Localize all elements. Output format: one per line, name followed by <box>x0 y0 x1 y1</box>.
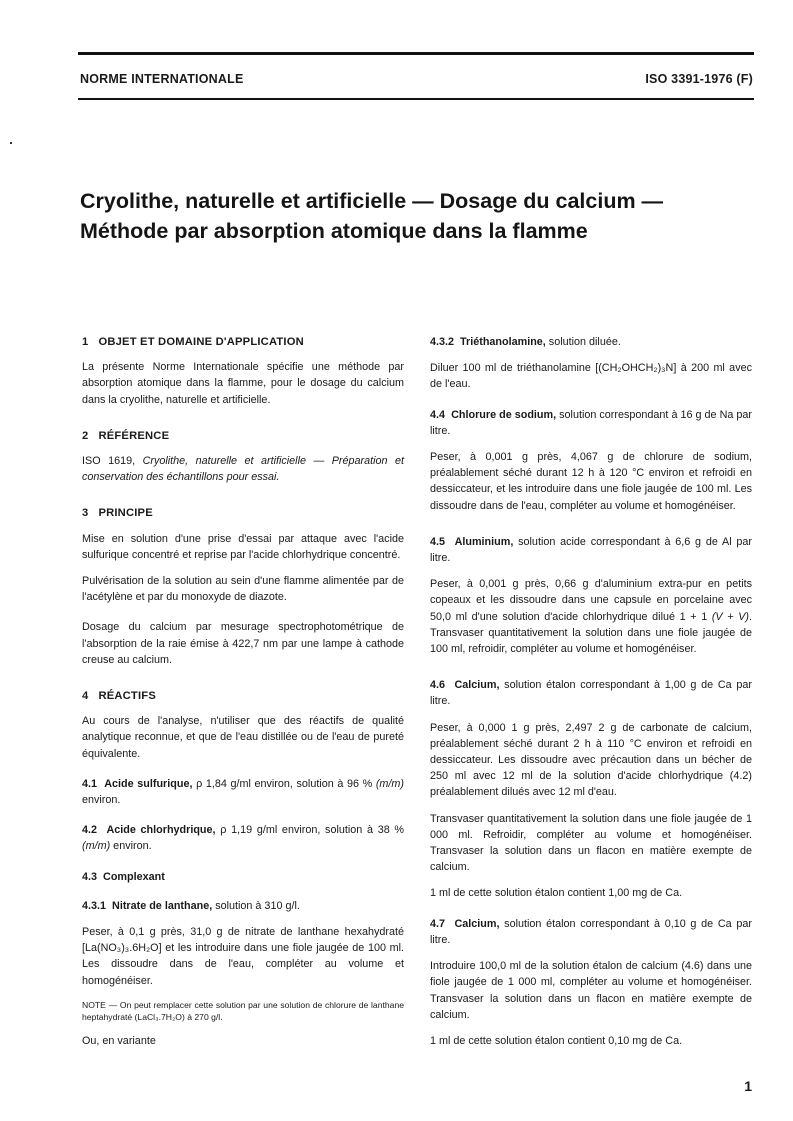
section-1-text: La présente Norme Internationale spécifie une méthode par absorption atomique dans la flamme, pour le dosage du calcium dans la cryolithe, naturelle et artificielle. <box>82 361 404 406</box>
section-2-text: ISO 1619, Cryolithe, naturelle et artificielle — Préparation et conservation des échantillons pour essai. <box>82 455 404 484</box>
variante-text: Ou, en variante <box>82 1034 156 1047</box>
page-number: 1 <box>744 1078 752 1094</box>
reagent-4-3-2: 4.3.2 Triéthanolamine, solution diluée. <box>430 336 621 348</box>
section-3-para-2: Pulvérisation de la solution au sein d'une flamme alimentée par de l'acétylène et par du monoxyde de diazote. <box>82 575 404 604</box>
reagent-4-4: 4.4 Chlorure de sodium, solution correspondant à 16 g de Na par litre. <box>430 408 753 437</box>
reagent-4-3-heading: 4.3 Complexant <box>82 870 165 883</box>
reagent-4-5-text: Peser, à 0,001 g près, 0,66 g d'aluminium extra-pur en petits copeaux et les dissoudre dans une capsule en porcelaine avec 50,0 ml d'une solution d'acide chlorhydrique dilué 1 + 1 (V + V). Transvaser quantitativement la solution dans une fiole jaugée de 100 ml, refroidir, compléter au volume et homogénéiser. <box>430 578 752 656</box>
reagent-4-3-1: 4.3.1 Nitrate de lanthane, solution à 310 g/l. <box>82 899 300 912</box>
right-column <box>430 334 752 1059</box>
reagent-4-6-text-2: Transvaser quantitativement la solution dans une fiole jaugée de 1 000 ml. Refroidir, compléter au volume et homogénéiser. Transvaser la solution dans un flacon en matière exempte de calcium. <box>430 812 752 874</box>
reagent-4-5: 4.5 Aluminium, solution acide correspondant à 6,6 g de Al par litre. <box>430 535 752 565</box>
header-rule <box>78 98 754 100</box>
note-lanthane: NOTE — On peut remplacer cette solution par une solution de chlorure de lanthane heptahydraté (LaCl₃.7H₂O) à 270 g/l. <box>82 999 404 1022</box>
reagent-4-1: 4.1 Acide sulfurique, ρ 1,84 g/ml environ, solution à 96 % (m/m) environ. <box>82 777 405 807</box>
reagent-4-7-text-2: 1 ml de cette solution étalon contient 0,10 mg de Ca. <box>430 1034 683 1047</box>
reagent-4-6: 4.6 Calcium, solution étalon correspondant à 1,00 g de Ca par litre. <box>430 679 752 708</box>
section-1-heading: 1 OBJET ET DOMAINE D'APPLICATION <box>82 336 304 348</box>
header-left: NORME INTERNATIONALE <box>80 72 244 86</box>
document-title <box>80 186 750 246</box>
title-line-2: Méthode par absorption atomique dans la flamme <box>80 219 588 243</box>
section-2-heading: 2 RÉFÉRENCE <box>82 429 170 442</box>
reagent-4-6-text-1: Peser, à 0,000 1 g près, 2,497 2 g de carbonate de calcium, préalablement séché durant 2 h à 110 °C environ et refroidi en dessiccateur. Les dissoudre avec précaution dans un bécher de 250 ml avec 12 ml de la solution d'acide chlorhydrique (4.2) préalablement dilués avec 12 ml d'eau. <box>430 721 752 799</box>
reagent-4-4-text: Peser, à 0,001 g près, 4,067 g de chlorure de sodium, préalablement séché durant 12 h à 120 °C environ et refroidi en dessiccateur, et les introduire dans une fiole jaugée de 100 ml. Les dissoudre dans de l'eau, compléter au volume et homogénéiser. <box>430 451 752 512</box>
reagent-4-2: 4.2 Acide chlorhydrique, ρ 1,19 g/ml environ, solution à 38 % (m/m) environ. <box>82 824 405 853</box>
section-3-heading: 3 PRINCIPE <box>82 507 153 520</box>
section-4-heading: 4 RÉACTIFS <box>82 690 156 703</box>
section-3-para-3: Dosage du calcium par mesurage spectrophotométrique de l'absorption de la raie émise à 422,7 nm par une lampe à cathode creuse au calcium. <box>82 621 404 666</box>
reagent-4-6-text-3: 1 ml de cette solution étalon contient 1,00 mg de Ca. <box>430 887 683 900</box>
left-column <box>82 334 404 1059</box>
top-rule <box>78 52 754 55</box>
section-3-para-1: Mise en solution d'une prise d'essai par attaque avec l'acide sulfurique concentré et reprise par l'acide chlorhydrique concentré. <box>82 532 404 561</box>
reagent-4-7: 4.7 Calcium, solution étalon correspondant à 0,10 g de Ca par litre. <box>430 917 752 946</box>
speck-mark <box>10 142 12 144</box>
section-4-intro: Au cours de l'analyse, n'utiliser que des réactifs de qualité analytique reconnue, et que de l'eau distillée ou de l'eau de pureté équivalente. <box>82 715 404 760</box>
header-right: ISO 3391-1976 (F) <box>645 72 753 86</box>
title-line-1: Cryolithe, naturelle et artificielle — Dosage du calcium — <box>80 189 664 213</box>
reagent-4-7-text-1: Introduire 100,0 ml de la solution étalon de calcium (4.6) dans une fiole jaugée de 1 000 ml, compléter au volume et homogénéiser. Transvaser la solution dans un flacon en matière exempte de calcium. <box>430 960 752 1021</box>
reagent-4-3-1-text: Peser, à 0,1 g près, 31,0 g de nitrate de lanthane hexahydraté [La(NO₃)₃.6H₂O] et les introduire dans une fiole jaugée de 100 ml. Les dissoudre dans de l'eau, compléter au volume et homogénéiser. <box>82 926 404 987</box>
reagent-4-3-2-text: Diluer 100 ml de triéthanolamine [(CH₂OHCH₂)₃N] à 200 ml avec de l'eau. <box>430 362 752 391</box>
